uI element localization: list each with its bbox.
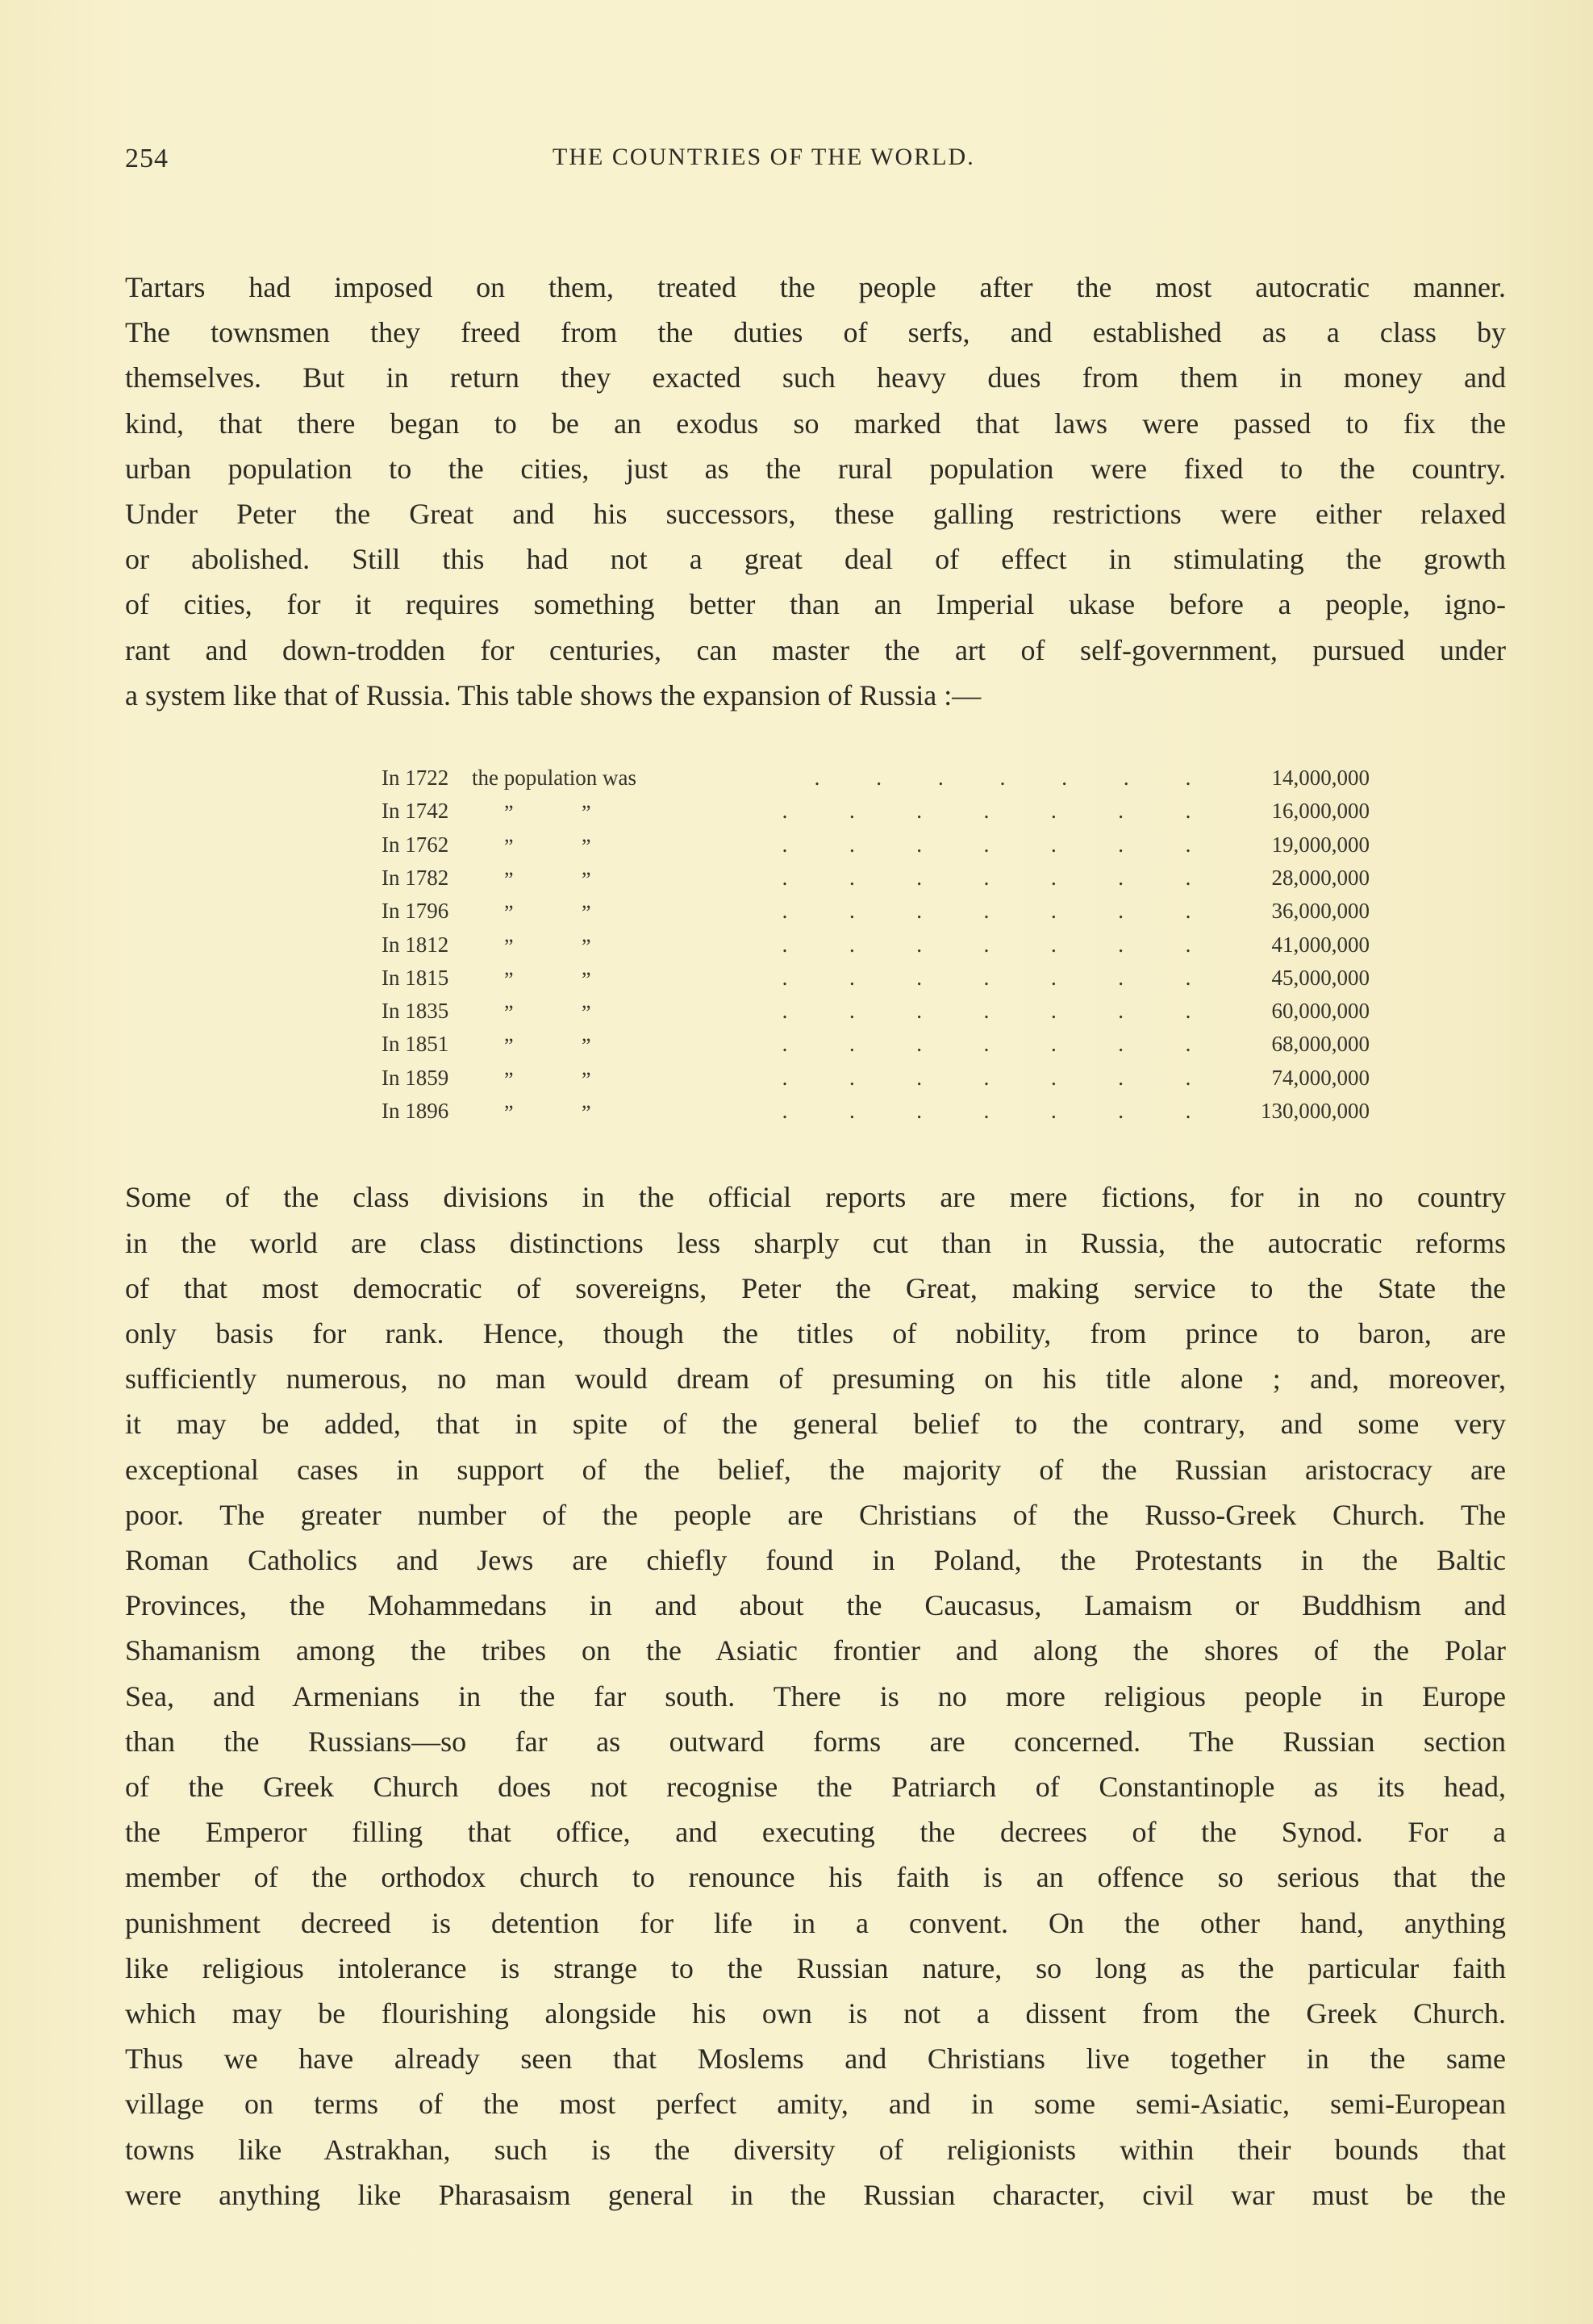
running-head: [125, 137, 1506, 186]
leader-dot: .: [849, 799, 855, 824]
leader-dot: .: [849, 899, 855, 924]
table-row: [382, 761, 1370, 795]
leader-dot: .: [1118, 799, 1124, 824]
dot-leader: [777, 862, 1196, 895]
leader-dot: .: [983, 799, 990, 824]
dot-leader: [777, 895, 1196, 928]
ditto-mark: ”: [582, 834, 591, 858]
leader-dot: .: [849, 1065, 855, 1090]
leader-dot: .: [1185, 1099, 1191, 1123]
leader-dot: .: [1050, 1065, 1057, 1090]
leader-dot: .: [983, 932, 990, 957]
text-line: or abolished. Still this had not a great deal of effect in stimulating the growth: [125, 543, 1506, 576]
leader-dot: .: [1050, 965, 1057, 990]
table-row: [382, 995, 1370, 1028]
ditto-mark: ”: [504, 901, 514, 925]
ditto-mark: ”: [504, 934, 514, 958]
ditto-mark: ”: [582, 1034, 591, 1058]
leader-dot: .: [782, 1099, 788, 1123]
leader-dot: .: [916, 1065, 923, 1090]
population-value: 36,000,000: [1271, 899, 1370, 924]
text-line: kind, that there began to be an exodus so marked that laws were passed to fix the: [125, 407, 1506, 440]
text-line: village on terms of the most perfect amity, and in some semi-Asiatic, semi-European: [125, 2088, 1506, 2121]
text-line: the Emperor filling that office, and executing the decrees of the Synod. For a: [125, 1816, 1506, 1849]
leader-dot: .: [1050, 832, 1057, 857]
leader-dot: .: [916, 965, 923, 990]
text-line: themselves. But in return they exacted such heavy dues from them in money and: [125, 361, 1506, 394]
ditto-mark: ”: [504, 867, 514, 891]
text-line: than the Russians—so far as outward forms are concerned. The Russian section: [125, 1725, 1506, 1758]
ditto-mark: ”: [504, 1067, 514, 1091]
text-line: a system like that of Russia. This table shows the expansion of Russia :—: [125, 678, 982, 711]
year-label: In 1896: [382, 1099, 449, 1123]
text-line: member of the orthodox church to renounce his faith is an offence so serious that the: [125, 1861, 1506, 1894]
leader-dot: .: [983, 1099, 990, 1123]
table-row: [382, 1095, 1370, 1128]
ditto-mark: ”: [504, 1101, 514, 1124]
ditto-mark: ”: [582, 1067, 591, 1091]
leader-dot: .: [782, 932, 788, 957]
leader-dot: .: [1118, 865, 1124, 890]
leader-dot: .: [1050, 799, 1057, 824]
leader-dot: .: [1185, 965, 1191, 990]
population-value: 60,000,000: [1271, 999, 1370, 1024]
text-line: The townsmen they freed from the duties of serfs, and established as a class by: [125, 316, 1506, 349]
leader-dot: .: [916, 899, 923, 924]
text-line: rant and down-trodden for centuries, can master the art of self-government, pursued under: [125, 633, 1506, 666]
table-row: [382, 795, 1370, 828]
leader-dot: .: [1185, 799, 1191, 824]
text-line: Roman Catholics and Jews are chiefly found in Poland, the Protestants in the Baltic: [125, 1543, 1506, 1576]
leader-dot: .: [1185, 766, 1191, 791]
year-label: In 1859: [382, 1065, 449, 1090]
leader-dot: .: [916, 932, 923, 957]
ditto-mark: ”: [582, 967, 591, 991]
ditto-mark: ”: [582, 901, 591, 925]
leader-dot: .: [849, 865, 855, 890]
text-line: towns like Astrakhan, such is the diversity of religionists within their bounds that: [125, 2133, 1506, 2166]
dot-leader: [777, 1095, 1196, 1128]
table-row: [382, 1062, 1370, 1095]
population-value: 19,000,000: [1271, 832, 1370, 857]
text-line: in the world are class distinctions less sharply cut than in Russia, the autocratic reforms: [125, 1226, 1506, 1259]
year-label: In 1815: [382, 965, 449, 990]
table-row: [382, 895, 1370, 928]
leader-dot: .: [916, 799, 923, 824]
leader-dot: .: [849, 965, 855, 990]
table-row: [382, 862, 1370, 895]
leader-dot: .: [782, 965, 788, 990]
leader-dot: .: [916, 999, 923, 1024]
ditto-mark: ”: [582, 1001, 591, 1025]
leader-dot: .: [1118, 999, 1124, 1024]
table-row: [382, 1028, 1370, 1061]
population-value: 74,000,000: [1271, 1065, 1370, 1090]
year-label: In 1722: [382, 766, 449, 791]
leader-dot: .: [849, 932, 855, 957]
year-label: In 1742: [382, 799, 449, 824]
text-line: only basis for rank. Hence, though the titles of nobility, from prince to baron, are: [125, 1316, 1506, 1350]
row-phrase: the population was: [472, 766, 636, 791]
population-value: 68,000,000: [1271, 1032, 1370, 1057]
leader-dot: .: [1118, 899, 1124, 924]
leader-dot: .: [1118, 965, 1124, 990]
dot-leader: [777, 795, 1196, 828]
leader-dot: .: [876, 766, 882, 791]
dot-leader: [777, 962, 1196, 995]
ditto-mark: ”: [504, 834, 514, 858]
year-label: In 1851: [382, 1032, 449, 1057]
population-value: 14,000,000: [1271, 766, 1370, 791]
leader-dot: .: [782, 832, 788, 857]
running-title: THE COUNTRIES OF THE WORLD.: [553, 144, 975, 170]
text-line: were anything like Pharasaism general in the Russian character, civil war must be the: [125, 2178, 1506, 2211]
leader-dot: .: [1123, 766, 1129, 791]
text-line: punishment decreed is detention for life in a convent. On the other hand, anything: [125, 1906, 1506, 1939]
dot-leader: [777, 995, 1196, 1028]
leader-dot: .: [782, 999, 788, 1024]
year-label: In 1796: [382, 899, 449, 924]
ditto-mark: ”: [582, 934, 591, 958]
leader-dot: .: [1118, 1099, 1124, 1123]
table-row: [382, 962, 1370, 995]
text-line: poor. The greater number of the people are Christians of the Russo-Greek Church. The: [125, 1498, 1506, 1531]
population-value: 16,000,000: [1271, 799, 1370, 824]
population-value: 45,000,000: [1271, 965, 1370, 990]
dot-leader: [809, 761, 1196, 795]
text-line: of cities, for it requires something better than an Imperial ukase before a people, igno-: [125, 588, 1506, 621]
population-value: 28,000,000: [1271, 865, 1370, 890]
text-line: Provinces, the Mohammedans in and about the Caucasus, Lamaism or Buddhism and: [125, 1589, 1506, 1622]
leader-dot: .: [1185, 865, 1191, 890]
leader-dot: .: [983, 1032, 990, 1057]
leader-dot: .: [1185, 932, 1191, 957]
text-line: urban population to the cities, just as the rural population were fixed to the country.: [125, 452, 1506, 485]
text-line: exceptional cases in support of the belief, the majority of the Russian aristocracy are: [125, 1453, 1506, 1486]
leader-dot: .: [983, 832, 990, 857]
ditto-mark: ”: [582, 801, 591, 825]
book-page: [125, 137, 1506, 2218]
text-line: Sea, and Armenians in the far south. There is no more religious people in Europe: [125, 1679, 1506, 1713]
leader-dot: .: [1118, 1032, 1124, 1057]
leader-dot: .: [1050, 932, 1057, 957]
leader-dot: .: [983, 899, 990, 924]
text-line: of that most democratic of sovereigns, Peter the Great, making service to the State the: [125, 1271, 1506, 1304]
leader-dot: .: [849, 832, 855, 857]
leader-dot: .: [916, 1032, 923, 1057]
dot-leader: [777, 1062, 1196, 1095]
ditto-mark: ”: [504, 1034, 514, 1058]
text-line: Tartars had imposed on them, treated the people after the most autocratic manner.: [125, 271, 1506, 303]
ditto-mark: ”: [582, 1101, 591, 1124]
leader-dot: .: [916, 865, 923, 890]
leader-dot: .: [983, 865, 990, 890]
leader-dot: .: [1050, 1032, 1057, 1057]
text-line: sufficiently numerous, no man would dream of presuming on his title alone ; and, moreover,: [125, 1362, 1506, 1396]
year-label: In 1812: [382, 932, 449, 957]
leader-dot: .: [1118, 832, 1124, 857]
leader-dot: .: [849, 1099, 855, 1123]
leader-dot: .: [1185, 999, 1191, 1024]
paragraph-1: [125, 265, 1506, 718]
leader-dot: .: [849, 1032, 855, 1057]
leader-dot: .: [1050, 865, 1057, 890]
ditto-mark: ”: [504, 967, 514, 991]
leader-dot: .: [999, 766, 1006, 791]
leader-dot: .: [782, 865, 788, 890]
leader-dot: .: [782, 1032, 788, 1057]
ditto-mark: ”: [504, 1001, 514, 1025]
text-line: which may be flourishing alongside his own is not a dissent from the Greek Church.: [125, 1996, 1506, 2030]
leader-dot: .: [983, 999, 990, 1024]
leader-dot: .: [1050, 899, 1057, 924]
leader-dot: .: [983, 965, 990, 990]
ditto-mark: ”: [582, 867, 591, 891]
text-line: Shamanism among the tribes on the Asiatic frontier and along the shores of the Polar: [125, 1634, 1506, 1667]
text-line: of the Greek Church does not recognise the Patriarch of Constantinople as its head,: [125, 1770, 1506, 1803]
leader-dot: .: [1050, 999, 1057, 1024]
table-row: [382, 928, 1370, 962]
year-label: In 1782: [382, 865, 449, 890]
population-value: 41,000,000: [1271, 932, 1370, 957]
population-value: 130,000,000: [1261, 1099, 1370, 1123]
year-label: In 1762: [382, 832, 449, 857]
table-row: [382, 828, 1370, 862]
dot-leader: [777, 1028, 1196, 1061]
leader-dot: .: [849, 999, 855, 1024]
ditto-mark: ”: [504, 801, 514, 825]
leader-dot: .: [1050, 1099, 1057, 1123]
text-line: Under Peter the Great and his successors, these galling restrictions were either relaxed: [125, 498, 1506, 531]
leader-dot: .: [782, 899, 788, 924]
paragraph-2: [125, 1175, 1506, 2218]
leader-dot: .: [1118, 1065, 1124, 1090]
leader-dot: .: [1185, 1032, 1191, 1057]
dot-leader: [777, 928, 1196, 962]
leader-dot: .: [1061, 766, 1067, 791]
leader-dot: .: [916, 1099, 923, 1123]
leader-dot: .: [782, 799, 788, 824]
leader-dot: .: [937, 766, 944, 791]
dot-leader: [777, 828, 1196, 862]
year-label: In 1835: [382, 999, 449, 1024]
leader-dot: .: [814, 766, 820, 791]
text-line: Thus we have already seen that Moslems and Christians live together in the same: [125, 2042, 1506, 2076]
population-table: [382, 761, 1370, 1128]
text-line: Some of the class divisions in the official reports are mere fictions, for in no country: [125, 1181, 1506, 1214]
leader-dot: .: [1185, 899, 1191, 924]
leader-dot: .: [1185, 1065, 1191, 1090]
text-line: like religious intolerance is strange to the Russian nature, so long as the particular faith: [125, 1951, 1506, 1984]
leader-dot: .: [782, 1065, 788, 1090]
leader-dot: .: [1185, 832, 1191, 857]
page-number: 254: [125, 144, 169, 173]
leader-dot: .: [1118, 932, 1124, 957]
text-line: it may be added, that in spite of the general belief to the contrary, and some very: [125, 1408, 1506, 1441]
leader-dot: .: [983, 1065, 990, 1090]
leader-dot: .: [916, 832, 923, 857]
